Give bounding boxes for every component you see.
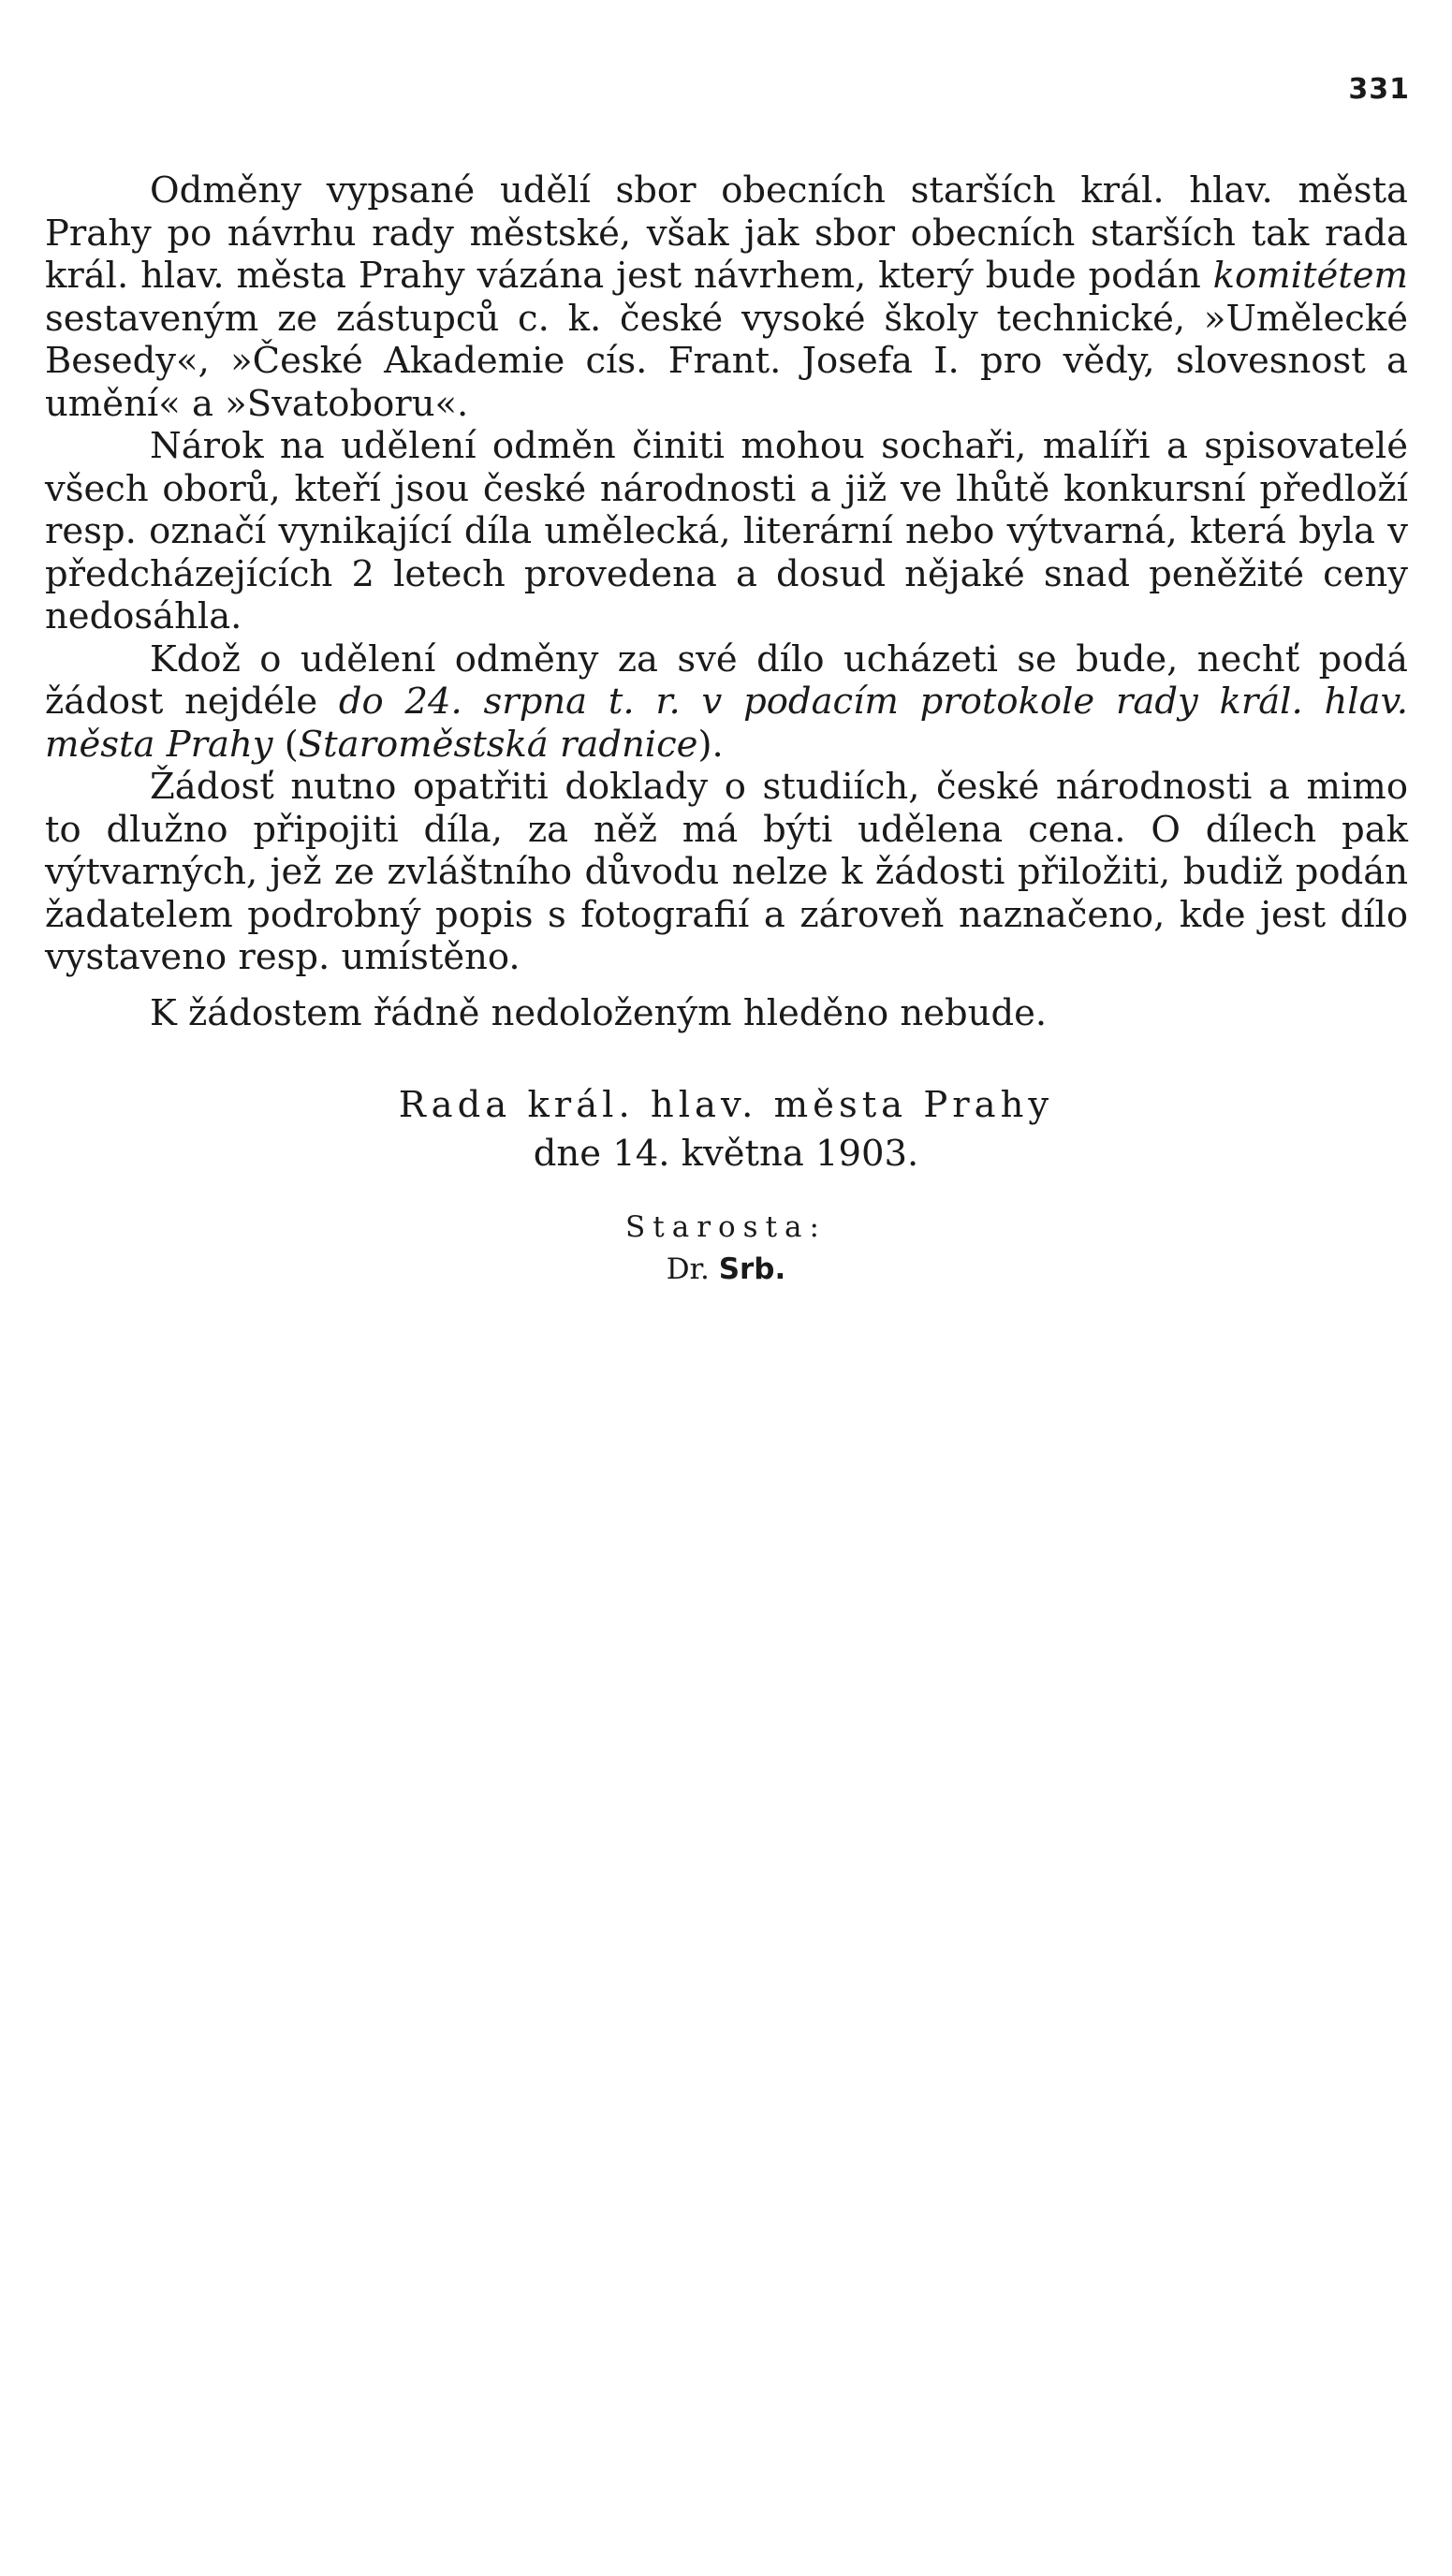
body-text [45, 169, 1408, 979]
paragraph-text: Odměny vypsané udělí sbor obecních starších král. hlav. města Prahy po návrhu rady městské, však jak sbor obecních starších tak rada král. hlav. města Prahy vázána jest návrhem, který bude podán [45, 169, 1408, 297]
signatory-title: Dr. [666, 1252, 710, 1286]
paragraph-documents: Žádosť nutno opatřiti doklady o studiích, české národnosti a mimo to dlužno připojiti díla, za něž má býti udělena cena. O dílech pak výtvarných, jež ze zvláštního důvodu nelze k žádosti přiložiti, budiž podán žadatelem podrobný popis s fotografií a zároveň naznačeno, kde jest dílo vystaveno resp. umístěno. [45, 766, 1408, 978]
paragraph-application [45, 638, 1408, 767]
closing-note: K žádostem řádně nedoloženým hleděno nebude. [150, 992, 1048, 1034]
paragraph-text: ). [697, 723, 724, 766]
emphasis-text: komitétem [1212, 255, 1408, 297]
signatory-name [0, 1252, 1452, 1286]
page-number: 331 [1348, 73, 1410, 106]
paragraph-eligibility: Nárok na udělení odměn činiti mohou sochaři, malíři a spisovatelé všech oborů, kteří jsou české národnosti a již ve lhůtě konkursní předloží resp. označí vynikající díla umělecká, literární nebo výtvarná, která byla v předcházejících 2 letech provedena a dosud nějaké snad peněžité ceny nedosáhla. [45, 425, 1408, 637]
paragraph-text: sestaveným ze zástupců c. k. české vysoké školy technické, »Umělecké Besedy«, »České Akademie cís. Frant. Josefa I. pro vědy, slovesnost a umění« a »Svatoboru«. [45, 297, 1408, 425]
emphasis-text: do 24. srpna t. r. v podacím protokole rady král. hlav. města Prahy [45, 681, 1408, 766]
signature-date: dne 14. května 1903. [533, 1133, 919, 1175]
paragraph-text: ( [272, 723, 299, 766]
paragraph-text: Kdož o udělení odměny za své dílo ucházeti se bude, nechť podá žádost nejdéle [45, 637, 1408, 723]
signatory-role: Starosta: [625, 1210, 827, 1244]
council-signature: Rada král. hlav. města Prahy [398, 1084, 1054, 1126]
paragraph-rewards [45, 169, 1408, 425]
signatory-surname: Srb. [718, 1252, 786, 1286]
emphasis-text: Staroměstská radnice [298, 723, 698, 766]
